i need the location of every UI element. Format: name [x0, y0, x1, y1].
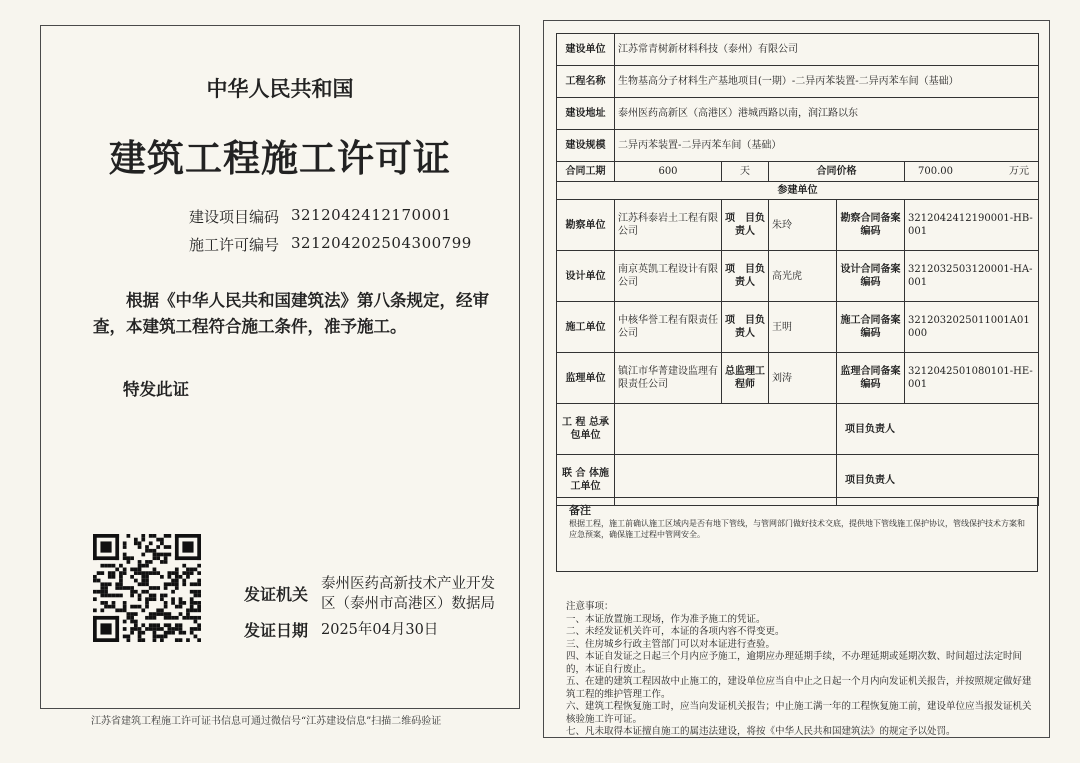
general-contractor-row: [557, 404, 1039, 455]
unit-lead-label: 项 目负责人: [722, 251, 769, 302]
general-contractor: [615, 404, 837, 455]
unit-record-label: 设计合同备案编码: [837, 251, 905, 302]
general-contractor-label: 工 程 总承包单位: [557, 404, 615, 455]
price-unit: 万元: [1009, 166, 1030, 177]
unit-record-label: 施工合同备案编码: [837, 302, 905, 353]
unit-lead-label: 项 目负责人: [722, 302, 769, 353]
period-label: 合同工期: [557, 162, 615, 182]
unit-row: [557, 302, 1039, 353]
permit-number: 321204202504300799: [291, 234, 472, 252]
price: 700.00: [918, 166, 953, 177]
address: 泰州医药高新区（高港区）港城西路以南，润江路以东: [615, 98, 1039, 130]
caution-item: 五、在建的建筑工程因故中止施工的，建设单位应当自中止之日起一个月内向发证机关报告，并按照规定做好建筑工程的维护管理工作。: [566, 676, 1032, 700]
address-row: [557, 98, 1039, 130]
joint-lead-label: 项目负责人: [837, 455, 1039, 506]
scale: 二异丙苯装置-二异丙苯车间（基础）: [615, 130, 1039, 162]
price-label: 合同价格: [769, 162, 905, 182]
permit-details-page: [543, 20, 1050, 738]
cautions-title: 注意事项：: [566, 601, 614, 612]
verification-footer: 江苏省建筑工程施工许可证书信息可通过微信号“江苏建设信息”扫描二维码验证: [91, 716, 442, 727]
scale-row: [557, 130, 1039, 162]
verification-qr-code: [93, 534, 201, 642]
unit-lead: 朱玲: [769, 200, 837, 251]
unit-lead-label: 总监理工程师: [722, 353, 769, 404]
caution-item: 二、未经发证机关许可，本证的各项内容不得变更。: [566, 626, 785, 637]
country-heading: 中华人民共和国: [206, 76, 354, 101]
unit-role: 监理单位: [557, 353, 615, 404]
unit-company: 中核华誉工程有限责任公司: [615, 302, 722, 353]
unit-record-label: 监理合同备案编码: [837, 353, 905, 404]
project-code-label: 建设项目编码: [189, 208, 280, 226]
unit-lead: 王明: [769, 302, 837, 353]
unit-record: 3212032503120001-HA-001: [905, 251, 1039, 302]
unit-role: 设计单位: [557, 251, 615, 302]
project-label: 工程名称: [557, 66, 615, 98]
issued-note: 特发此证: [123, 380, 189, 399]
unit-row: [557, 251, 1039, 302]
unit-company: 南京英凯工程设计有限公司: [615, 251, 722, 302]
permit-number-label: 施工许可编号: [189, 236, 280, 254]
project-code: 3212042412170001: [291, 206, 452, 224]
general-lead-label: 项目负责人: [837, 404, 1039, 455]
participants-label: 参建单位: [557, 182, 1039, 200]
unit-company: 江苏科泰岩土工程有限公司: [615, 200, 722, 251]
legal-statement: 根据《中华人民共和国建筑法》第八条规定，经审查，本建筑工程符合施工条件，准予施工。: [93, 291, 489, 336]
builder: 江苏常青树新材料科技（泰州）有限公司: [615, 34, 1039, 66]
issue-date-label: 发证日期: [244, 621, 309, 640]
cautions-list: [566, 601, 1036, 739]
project-name: 生物基高分子材料生产基地项目(一期）-二异丙苯装置-二异丙苯车间（基础）: [615, 66, 1039, 98]
issue-date: 2025年04月30日: [321, 622, 439, 638]
caution-item: 四、本证自发证之日起三个月内应予施工，逾期应办理延期手续，不办理延期或延期次数、时间超过法定时间的，本证自行废止。: [566, 651, 1023, 675]
unit-row: [557, 353, 1039, 404]
unit-role: 勘察单位: [557, 200, 615, 251]
remarks-label: 备注: [569, 504, 591, 517]
contract-row: [557, 162, 1039, 182]
project-row: [557, 66, 1039, 98]
participants-row: [557, 182, 1039, 200]
permit-title: 建筑工程施工许可证: [109, 136, 451, 180]
caution-item: 七、凡未取得本证擅自施工的属违法建设，将按《中华人民共和国建筑法》的规定予以处罚。: [566, 726, 956, 737]
caution-item: 一、本证放置施工现场，作为准予施工的凭证。: [566, 613, 766, 625]
price-cell: [905, 162, 1039, 182]
details-table: [556, 33, 1039, 506]
builder-row: [557, 34, 1039, 66]
caution-item: 三、住房城乡行政主管部门可以对本证进行查验。: [566, 638, 776, 650]
unit-record: 3212042501080101-HE-001: [905, 353, 1039, 404]
period: 600: [615, 162, 722, 182]
address-label: 建设地址: [557, 98, 615, 130]
scale-label: 建设规模: [557, 130, 615, 162]
remarks-box: [556, 497, 1038, 572]
issuer: 泰州医药高新技术产业开发区（泰州市高港区）数据局: [321, 576, 495, 612]
unit-lead-label: 项 目负责人: [722, 200, 769, 251]
unit-record-label: 勘察合同备案编码: [837, 200, 905, 251]
unit-record: 3212032025011001A01000: [905, 302, 1039, 353]
unit-row: [557, 200, 1039, 251]
caution-item: 六、建筑工程恢复施工时，应当向发证机关报告；中止施工满一年的工程恢复施工前，建设单位应当报发证机关核验施工许可证。: [566, 701, 1032, 725]
unit-record: 3212042412190001-HB-001: [905, 200, 1039, 251]
builder-label: 建设单位: [557, 34, 615, 66]
issuer-label: 发证机关: [244, 585, 309, 604]
unit-company: 镇江市华菁建设监理有限责任公司: [615, 353, 722, 404]
unit-role: 施工单位: [557, 302, 615, 353]
period-unit: 天: [722, 162, 769, 182]
permit-cover-page: [40, 25, 520, 727]
remarks-text: 根据工程，施工前确认施工区域内是否有地下管线，与管网部门做好技术交底，提供地下管线施工保护协议，管线保护技术方案和应急预案，确保施工过程中管网安全。: [569, 519, 1025, 539]
joint-contractor-label: 联 合 体施工单位: [557, 455, 615, 506]
unit-lead: 刘涛: [769, 353, 837, 404]
unit-lead: 高光虎: [769, 251, 837, 302]
